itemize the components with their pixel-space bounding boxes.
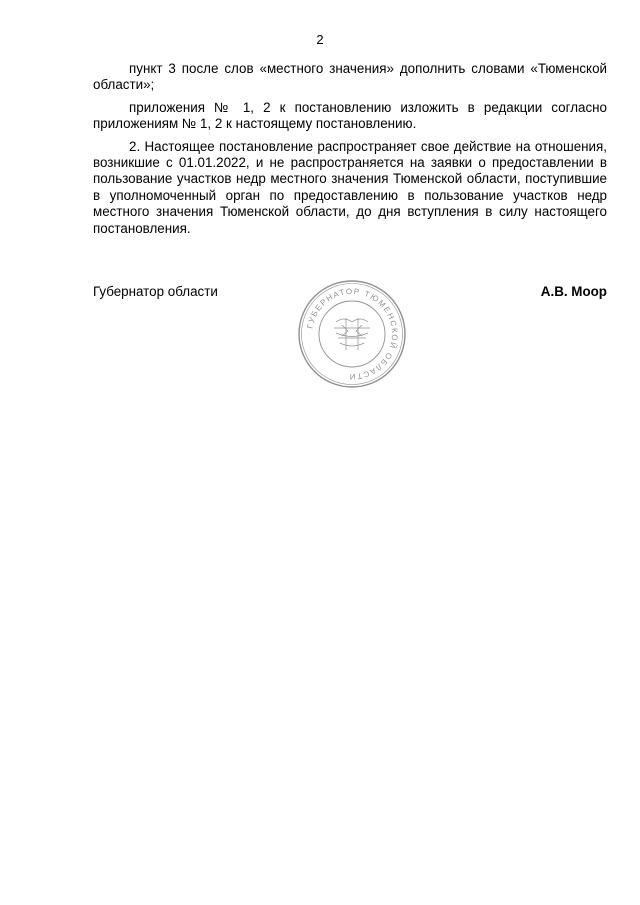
paragraph-1: пункт 3 после слов «местного значения» дополнить словами «Тюменской области»; <box>93 61 607 93</box>
official-seal <box>296 278 408 390</box>
seal-inner-ring <box>319 301 385 367</box>
paragraph-2: приложения № 1, 2 к постановлению изложить в редакции согласно приложениям № 1, 2 к настоящему постановлению. <box>93 99 607 132</box>
page-number: 2 <box>316 32 324 47</box>
signatory-name: А.В. Моор <box>540 284 607 299</box>
seal-ring-text: ГУБЕРНАТОР ТЮМЕНСКОЙ ОБЛАСТИ <box>305 286 400 382</box>
seal-outer-ring-inner <box>302 284 403 385</box>
seal-outer-ring <box>299 281 405 387</box>
paragraph-3: 2. Настоящее постановление распространяет свое действие на отношения, возникшие с 01.01.2022, и не распространяется на заявки о предоставлении в пользование участков недр местного значения Тюменской области, поступившие в уполномоченный орган по предоставлению в пользование участков недр местного значения Тюменской области, до дня вступления в силу настоящего постановления. <box>93 138 607 236</box>
document-body <box>93 61 607 243</box>
signatory-title: Губернатор области <box>93 284 218 299</box>
seal-emblem <box>334 318 370 350</box>
